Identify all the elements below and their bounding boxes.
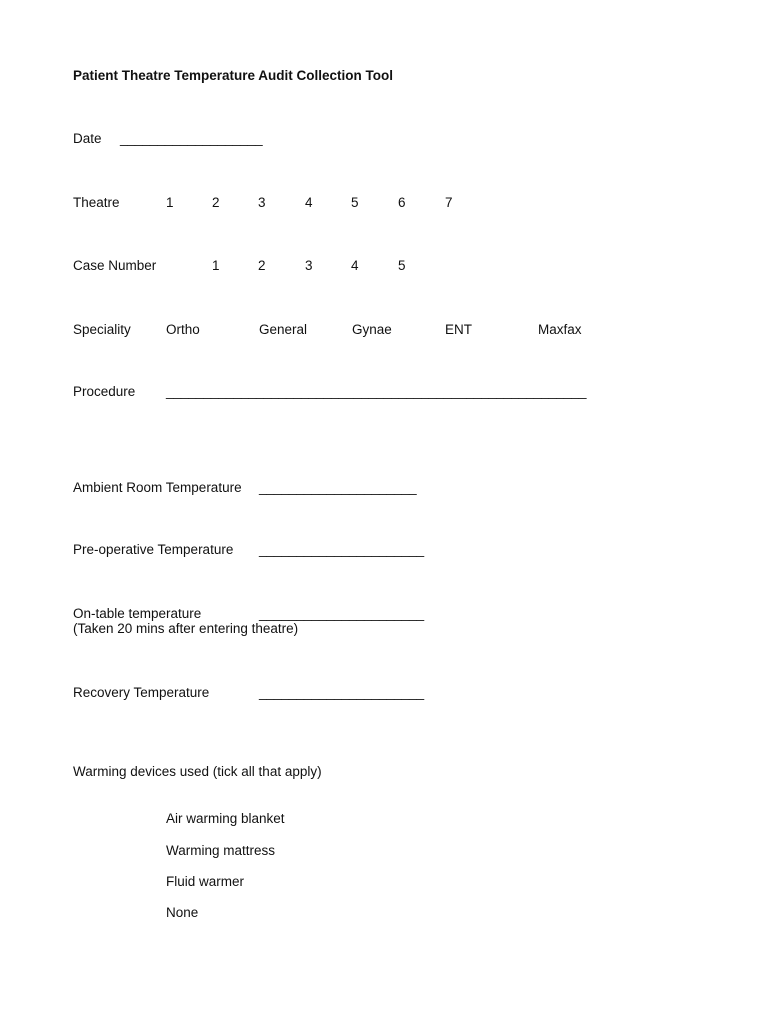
speciality-option-ortho[interactable]: Ortho (166, 322, 200, 337)
case-number-label: Case Number (73, 258, 157, 273)
preop-temp-label: Pre-operative Temperature (73, 542, 234, 557)
warming-devices-label: Warming devices used (tick all that apply) (73, 764, 322, 779)
procedure-label: Procedure (73, 384, 136, 399)
ontable-temp-label: On-table temperature (73, 606, 202, 621)
theatre-option-4[interactable]: 4 (305, 195, 313, 210)
recovery-temp-field[interactable]: ______________________ (259, 685, 425, 700)
theatre-option-2[interactable]: 2 (212, 195, 220, 210)
warming-option-none[interactable]: None (166, 905, 199, 920)
case-number-option-4[interactable]: 4 (351, 258, 359, 273)
speciality-option-maxfax[interactable]: Maxfax (538, 322, 582, 337)
speciality-option-gynae[interactable]: Gynae (352, 322, 392, 337)
theatre-option-3[interactable]: 3 (258, 195, 266, 210)
speciality-option-general[interactable]: General (259, 322, 308, 337)
theatre-option-6[interactable]: 6 (398, 195, 406, 210)
preop-temp-field[interactable]: ______________________ (259, 542, 425, 557)
theatre-option-5[interactable]: 5 (351, 195, 359, 210)
date-label: Date (73, 131, 102, 146)
ontable-temp-note: (Taken 20 mins after entering theatre) (73, 621, 299, 636)
warming-option-air-blanket[interactable]: Air warming blanket (166, 811, 285, 826)
theatre-option-7[interactable]: 7 (445, 195, 453, 210)
speciality-option-ent[interactable]: ENT (445, 322, 472, 337)
speciality-label: Speciality (73, 322, 131, 337)
date-field[interactable]: ___________________ (120, 131, 263, 146)
ontable-temp-field[interactable]: ______________________ (259, 606, 425, 621)
warming-option-fluid-warmer[interactable]: Fluid warmer (166, 874, 245, 889)
theatre-label: Theatre (73, 195, 120, 210)
case-number-option-2[interactable]: 2 (258, 258, 266, 273)
recovery-temp-label: Recovery Temperature (73, 685, 210, 700)
ambient-temp-label: Ambient Room Temperature (73, 480, 242, 495)
case-number-option-1[interactable]: 1 (212, 258, 220, 273)
theatre-option-1[interactable]: 1 (166, 195, 174, 210)
form-title: Patient Theatre Temperature Audit Collection Tool (73, 68, 394, 83)
case-number-option-5[interactable]: 5 (398, 258, 406, 273)
warming-option-mattress[interactable]: Warming mattress (166, 843, 276, 858)
case-number-option-3[interactable]: 3 (305, 258, 313, 273)
procedure-field[interactable]: ________________________________________________________ (166, 384, 587, 399)
ambient-temp-field[interactable]: _____________________ (259, 480, 417, 495)
